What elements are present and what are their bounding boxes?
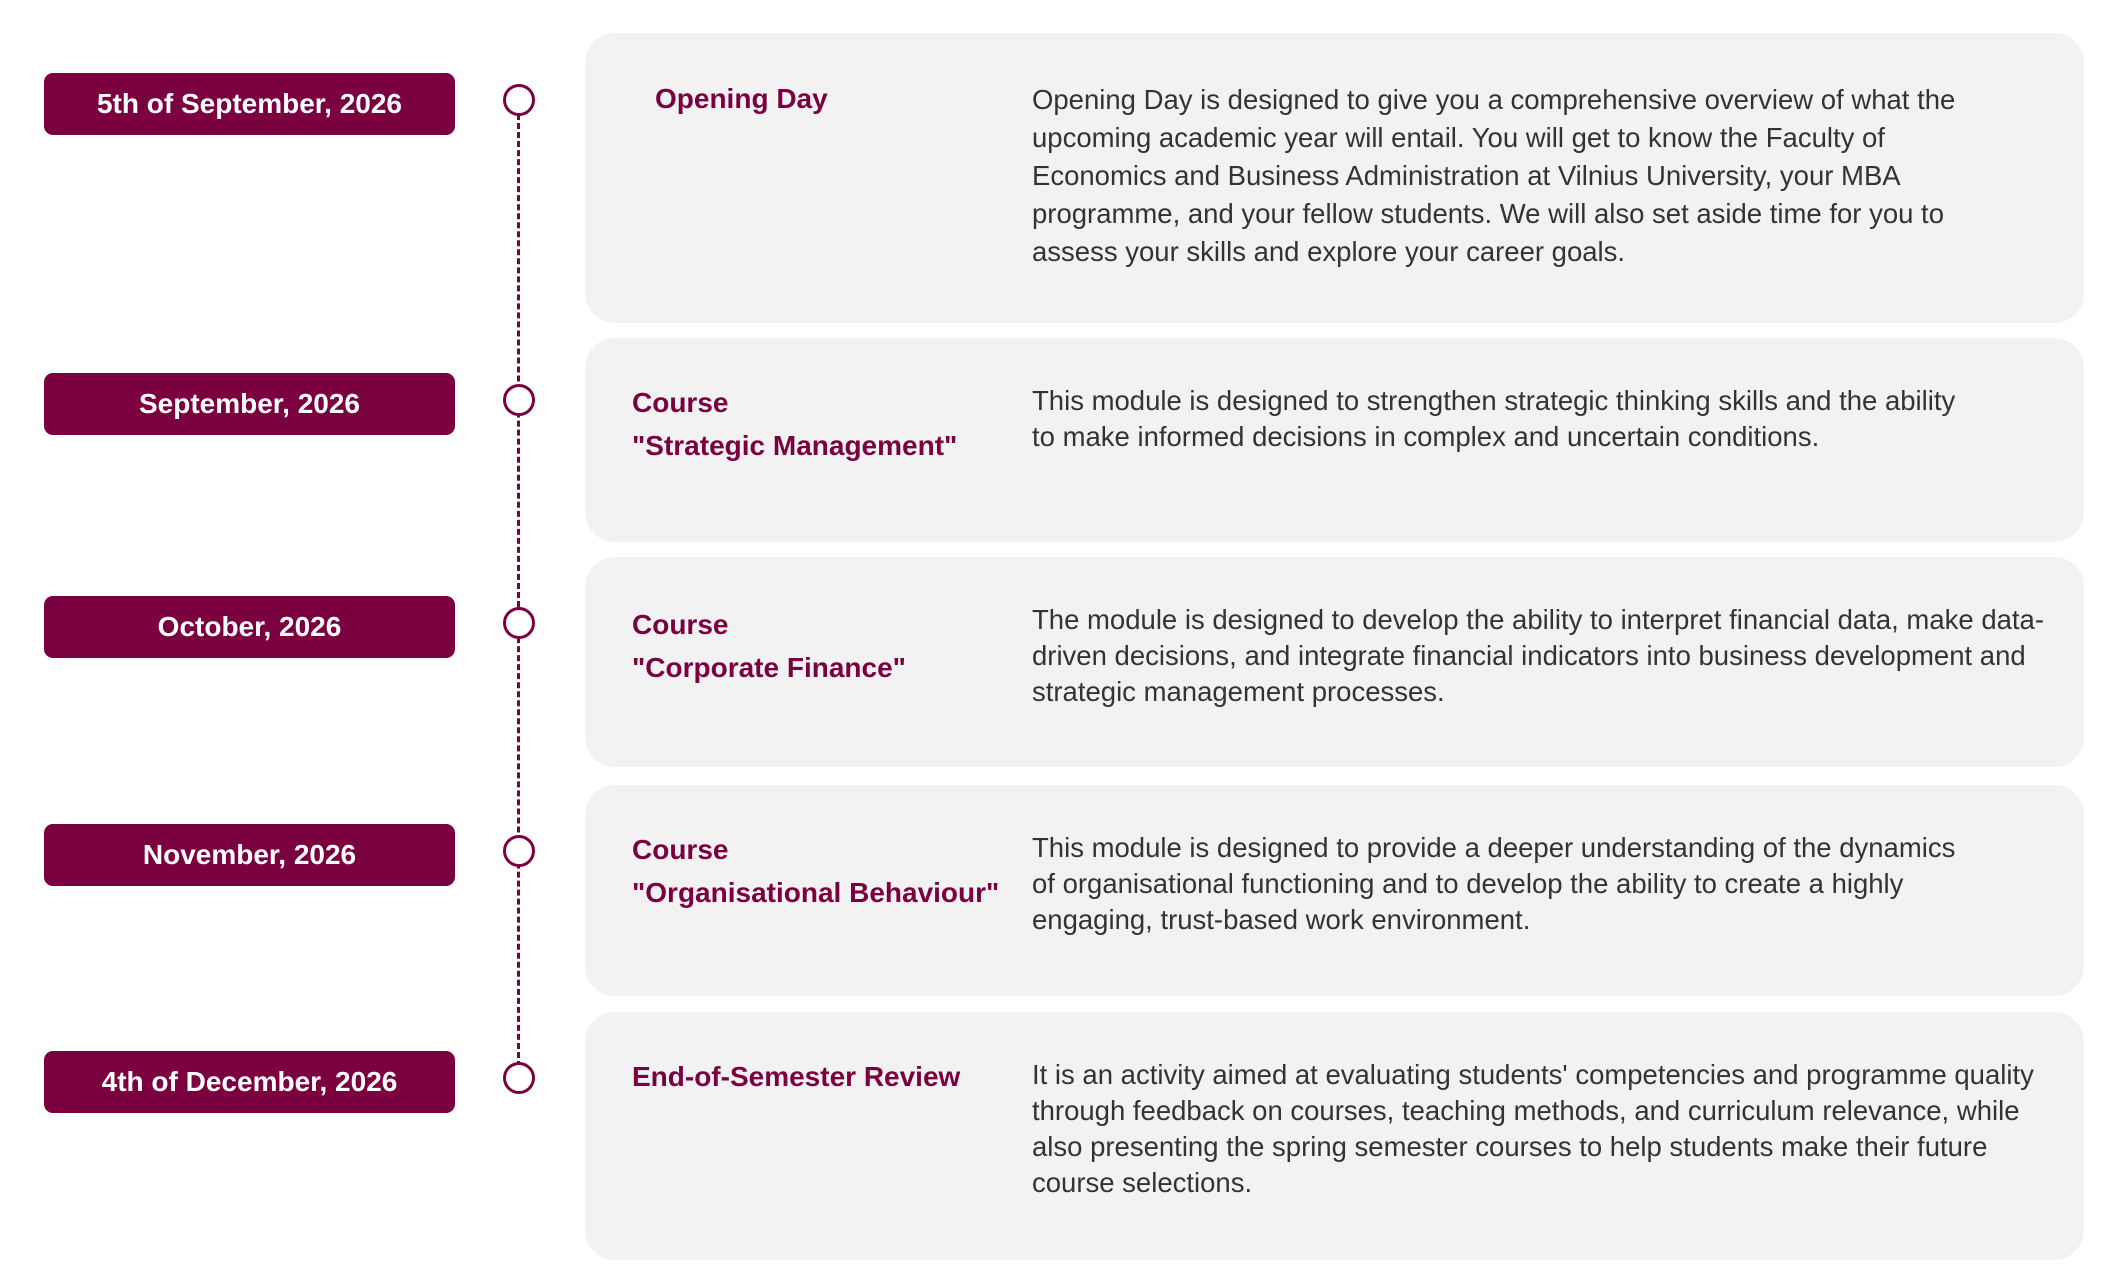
- date-badge: 5th of September, 2026: [44, 73, 455, 135]
- event-description: Opening Day is designed to give you a comprehensive overview of what the upcoming academic year will entail. You will get to know the Faculty of Economics and Business Administration at Vilnius University, your MBA programme, and your fellow students. We will also set aside time for you to assess your skills and explore your career goals.: [1032, 84, 1956, 267]
- event-card: [585, 1012, 2084, 1260]
- date-badge: September, 2026: [44, 373, 455, 435]
- timeline-node-icon: [503, 1062, 535, 1094]
- event-description: It is an activity aimed at evaluating students' competencies and programme quality through feedback on courses, teaching methods, and curriculum relevance, while also presenting the spring semester courses to help students make their future course selections.: [1032, 1059, 2034, 1198]
- event-description: This module is designed to provide a deeper understanding of the dynamics of organisational functioning and to develop the ability to create a highly engaging, trust-based work environment.: [1032, 832, 1956, 935]
- event-title: Course "Strategic Management": [632, 387, 958, 461]
- timeline-node-icon: [503, 607, 535, 639]
- timeline-node-icon: [503, 384, 535, 416]
- event-title: End-of-Semester Review: [632, 1061, 961, 1092]
- date-badge: 4th of December, 2026: [44, 1051, 455, 1113]
- event-title: Opening Day: [655, 83, 828, 114]
- timeline-node-icon: [503, 84, 535, 116]
- date-badge: October, 2026: [44, 596, 455, 658]
- date-badge: November, 2026: [44, 824, 455, 886]
- timeline-node-icon: [503, 835, 535, 867]
- event-card: [585, 33, 2084, 323]
- event-card: [585, 338, 2084, 542]
- event-title: Course "Corporate Finance": [632, 609, 906, 683]
- event-card: [585, 557, 2084, 767]
- timeline-dashed-line: [517, 114, 520, 1076]
- event-description: This module is designed to strengthen strategic thinking skills and the ability to make informed decisions in complex and uncertain conditions.: [1032, 385, 1956, 452]
- event-card: [585, 785, 2084, 996]
- event-title: Course "Organisational Behaviour": [632, 834, 1000, 908]
- event-description: The module is designed to develop the ability to interpret financial data, make data-driven decisions, and integrate financial indicators into business development and strategic management processes.: [1032, 604, 2044, 707]
